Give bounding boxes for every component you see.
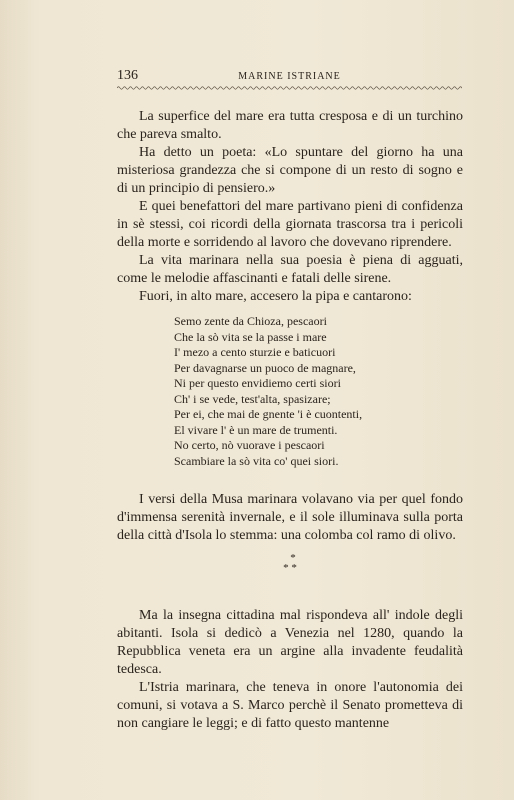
paragraph: L'Istria marinara, che teneva in onore l'autonomia dei comuni, si votava a S. Marco perchè il Senato prometteva di non cangiare le leggi; e di fatto questo mantenne [117, 680, 463, 731]
poem-line: Per ei, che mai de gnente 'i è cuontenti, [174, 407, 363, 421]
poem-line: I' mezo a cento sturzie e baticuori [174, 345, 336, 359]
paragraph: La superfice del mare era tutta cresposa e di un turchino che pareva smalto. [117, 109, 463, 142]
asterism-top: * [290, 552, 296, 564]
paragraph: Fuori, in alto mare, accesero la pipa e cantarono: [139, 289, 412, 304]
paragraph: Ma la insegna cittadina mal rispondeva all' indole degli abitanti. Isola si dedicò a Venezia nel 1280, quando la Repubblica veneta era un argine alla invadente feudalità tedesca. [117, 608, 463, 677]
paragraph: E quei benefattori del mare partivano pieni di confidenza in sè stessi, coi ricordi della giornata trascorsa tra i pericoli della morte e sorridendo al lavoro che dovevano riprendere. [117, 199, 463, 250]
poem-line: Che la sò vita se la passe i mare [174, 329, 327, 344]
page-number: 136 [117, 68, 138, 83]
asterism-bottom: * * [283, 562, 297, 574]
header-ornamental-rule [117, 85, 462, 91]
paragraph: La vita marinara nella sua poesia è piena di agguati, come le melodie affascinanti e fatali delle sirene. [117, 253, 463, 286]
poem-stanza [174, 314, 463, 469]
page-body [117, 108, 463, 733]
poem-line: No certo, nò vuorave i pescaori [174, 438, 325, 452]
paragraph: I versi della Musa marinara volavano via per quel fondo d'immensa serenità invernale, e il sole illuminava sulla porta della città d'Isola lo stemma: una colomba col ramo di olivo. [117, 492, 463, 543]
paragraph: Ha detto un poeta: «Lo spuntare del giorno ha una misteriosa grandezza che si compone di un resto di sogno e di un principio di pensiero.» [117, 145, 463, 196]
poem-line: Semo zente da Chioza, pescaori [174, 314, 327, 328]
poem-line: Ch' i se vede, test'alta, spasizare; [174, 391, 331, 406]
poem-line: Scambiare la sò vita co' quei siori. [174, 453, 339, 468]
poem-line: Ni per questo envidiemo certi siori [174, 376, 341, 390]
running-title: MARINE ISTRIANE [238, 71, 341, 82]
poem-line: Per davagnarse un puoco de magnare, [174, 360, 356, 375]
section-separator [117, 553, 463, 593]
poem-line: El vivare l' è un mare de trumenti. [174, 422, 338, 437]
